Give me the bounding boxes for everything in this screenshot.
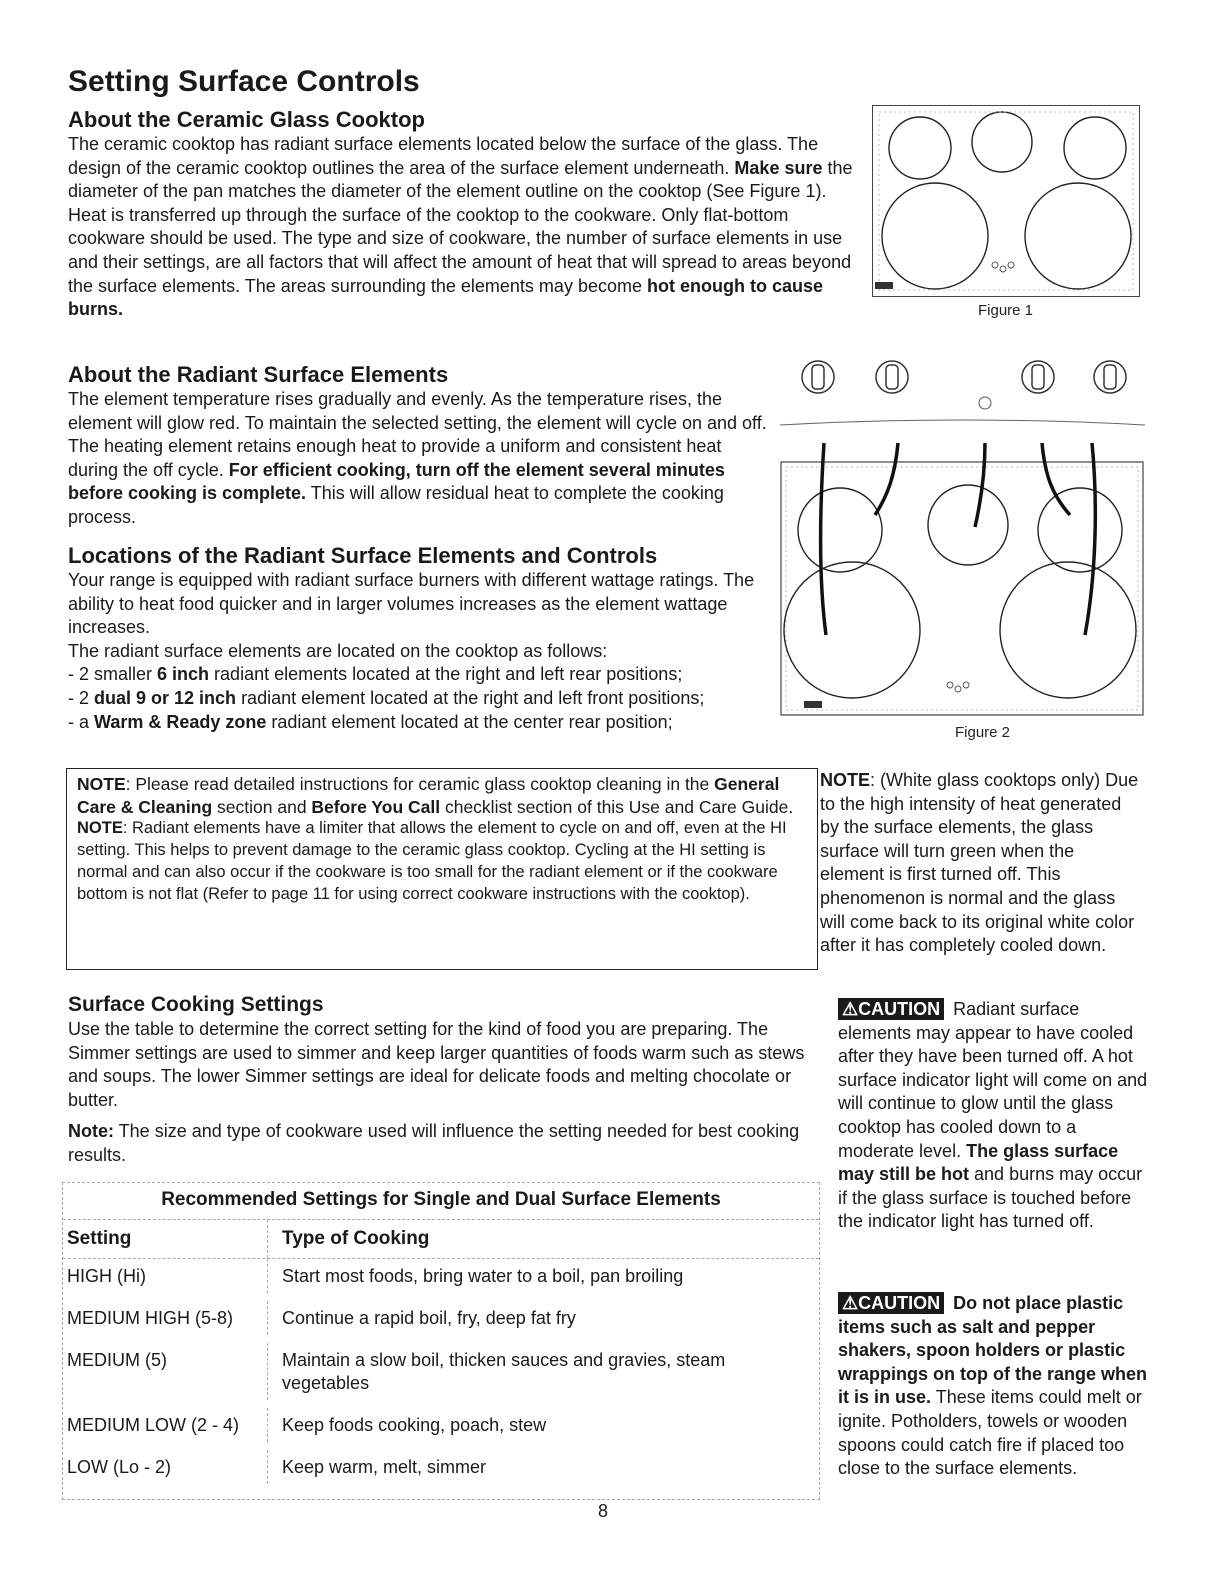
setting-cell: MEDIUM (5) [63, 1343, 268, 1400]
type-cell: Keep warm, melt, simmer [282, 1457, 487, 1477]
settings-table [62, 1182, 820, 1500]
type-cell: Continue a rapid boil, fry, deep fat fry [282, 1308, 576, 1328]
ceramic-section [68, 107, 858, 322]
caution-plastic-items: ⚠CAUTION Do not place plastic items such as salt and pepper shakers, spoon holders or plastic wrappings on top of the range when it is in use. These items could melt or ignite. Potholders, towels or wooden spoons could catch fire if placed too close to the surface elements. [838, 1293, 1147, 1479]
ceramic-paragraph-1: The ceramic cooktop has radiant surface elements located below the surface of the glass. The design of the ceramic cooktop outlines the area of the surface element underneath. Make sure the diameter of the pan matches the diameter of the element outline on the cooktop (See Figure 1). [68, 134, 853, 202]
controls-layout-diagram [780, 345, 1145, 717]
table-title: Recommended Settings for Single and Dual Surface Elements [63, 1183, 819, 1220]
note-limiter: NOTE: Radiant elements have a limiter that allows the element to cycle on and off, even at the HI setting. This helps to prevent damage to the ceramic glass cooktop. Cycling at the HI setting is normal and can also occur if the cookware is too small for the radiant element or if the cookware bottom is not flat (Refer to page 11 for using correct cookware instructions with the cooktop). [77, 819, 787, 903]
surface-settings-section [68, 992, 816, 1168]
list-item: - a Warm & Ready zone radiant element located at the center rear position; [68, 711, 788, 735]
radiant-heading: About the Radiant Surface Elements [68, 362, 449, 387]
caution-badge: ⚠CAUTION [838, 998, 944, 1020]
table-row [63, 1259, 819, 1293]
locations-paragraph-1: Your range is equipped with radiant surface burners with different wattage ratings. The ability to heat food quicker and in larger volumes increases as the element wattage increases. [68, 570, 755, 638]
ceramic-heading: About the Ceramic Glass Cooktop [68, 107, 425, 132]
type-cell: Maintain a slow boil, thicken sauces and gravies, steam vegetables [282, 1350, 726, 1393]
cooktop-outline-diagram [873, 106, 1139, 296]
list-item: - 2 dual 9 or 12 inch radiant element located at the right and left front positions; [68, 687, 724, 711]
table-header [63, 1220, 819, 1259]
setting-cell: LOW (Lo - 2) [63, 1450, 268, 1484]
surface-settings-heading: Surface Cooking Settings [68, 993, 324, 1016]
table-row [63, 1450, 819, 1484]
figure-1-cooktop [872, 105, 1140, 297]
type-cell: Keep foods cooking, poach, stew [282, 1415, 547, 1435]
figure-2-caption: Figure 2 [955, 724, 1011, 741]
column-header-type: Type of Cooking [282, 1228, 430, 1249]
figure-2-cooktop-controls [780, 345, 1145, 717]
note-cleaning: NOTE: Please read detailed instructions for ceramic glass cooktop cleaning in the General Care & Cleaning section and Before You Call checklist section of this Use and Care Guide. [77, 774, 794, 817]
setting-cell: MEDIUM LOW (2 - 4) [63, 1408, 268, 1442]
type-cell: Start most foods, bring water to a boil, pan broiling [282, 1266, 684, 1286]
ceramic-paragraph-2: Heat is transferred up through the surface of the cooktop to the cookware. Only flat-bottom cookware should be used. The type and size of cookware, the number of surface elements in use and their settings, are all factors that will affect the amount of heat that will spread to areas beyond the surface elements. The areas surrounding the elements may become hot enough to cause burns. [68, 204, 852, 320]
table-row [63, 1301, 819, 1335]
cleaning-note-box [66, 768, 818, 970]
caution-badge: ⚠CAUTION [838, 1292, 944, 1314]
setting-cell: HIGH (Hi) [63, 1259, 268, 1293]
figure-1-caption: Figure 1 [978, 302, 1034, 319]
column-header-setting: Setting [63, 1220, 268, 1258]
page-number: 8 [598, 1501, 609, 1521]
table-row [63, 1408, 819, 1442]
surface-settings-note: Note: The size and type of cookware used will influence the setting needed for best cooking results. [68, 1121, 800, 1165]
locations-paragraph-2: The radiant surface elements are located on the cooktop as follows: [68, 640, 608, 661]
surface-settings-paragraph: Use the table to determine the correct setting for the kind of food you are preparing. The Simmer settings are used to simmer and keep larger quantities of foods warm such as stews and soups. The lower Simmer settings are ideal for delicate foods and melting chocolate or butter. [68, 1019, 805, 1110]
list-item: - 2 smaller 6 inch radiant elements located at the right and left rear positions; [68, 663, 788, 687]
locations-heading: Locations of the Radiant Surface Elements and Controls [68, 543, 658, 568]
table-row [63, 1343, 819, 1400]
element-locations-list [68, 663, 788, 734]
radiant-paragraph: The element temperature rises gradually and evenly. As the temperature rises, the element will glow red. To maintain the selected setting, the element will cycle on and off. The heating element retains enough heat to provide a uniform and consistent heat during the off cycle. For efficient cooking, turn off the element several minutes before cooking is complete. This will allow residual heat to complete the cooking process. [68, 389, 767, 527]
radiant-section [68, 362, 768, 530]
white-glass-note: NOTE: (White glass cooktops only) Due to the high intensity of heat generated by the surface elements, the glass surface will turn green when the element is first turned off. This phenomenon is normal and the glass will come back to its original white color after it has completely cooled down. [820, 770, 1139, 956]
page-title: Setting Surface Controls [68, 65, 420, 98]
setting-cell: MEDIUM HIGH (5-8) [63, 1301, 268, 1335]
locations-section [68, 543, 788, 734]
caution-hot-surface: ⚠CAUTION Radiant surface elements may appear to have cooled after they have been turned off. A hot surface indicator light will come on and will continue to glow until the glass cooktop has cooled down to a moderate level. The glass surface may still be hot and burns may occur if the glass surface is touched before the indicator light has turned off. [838, 999, 1148, 1232]
